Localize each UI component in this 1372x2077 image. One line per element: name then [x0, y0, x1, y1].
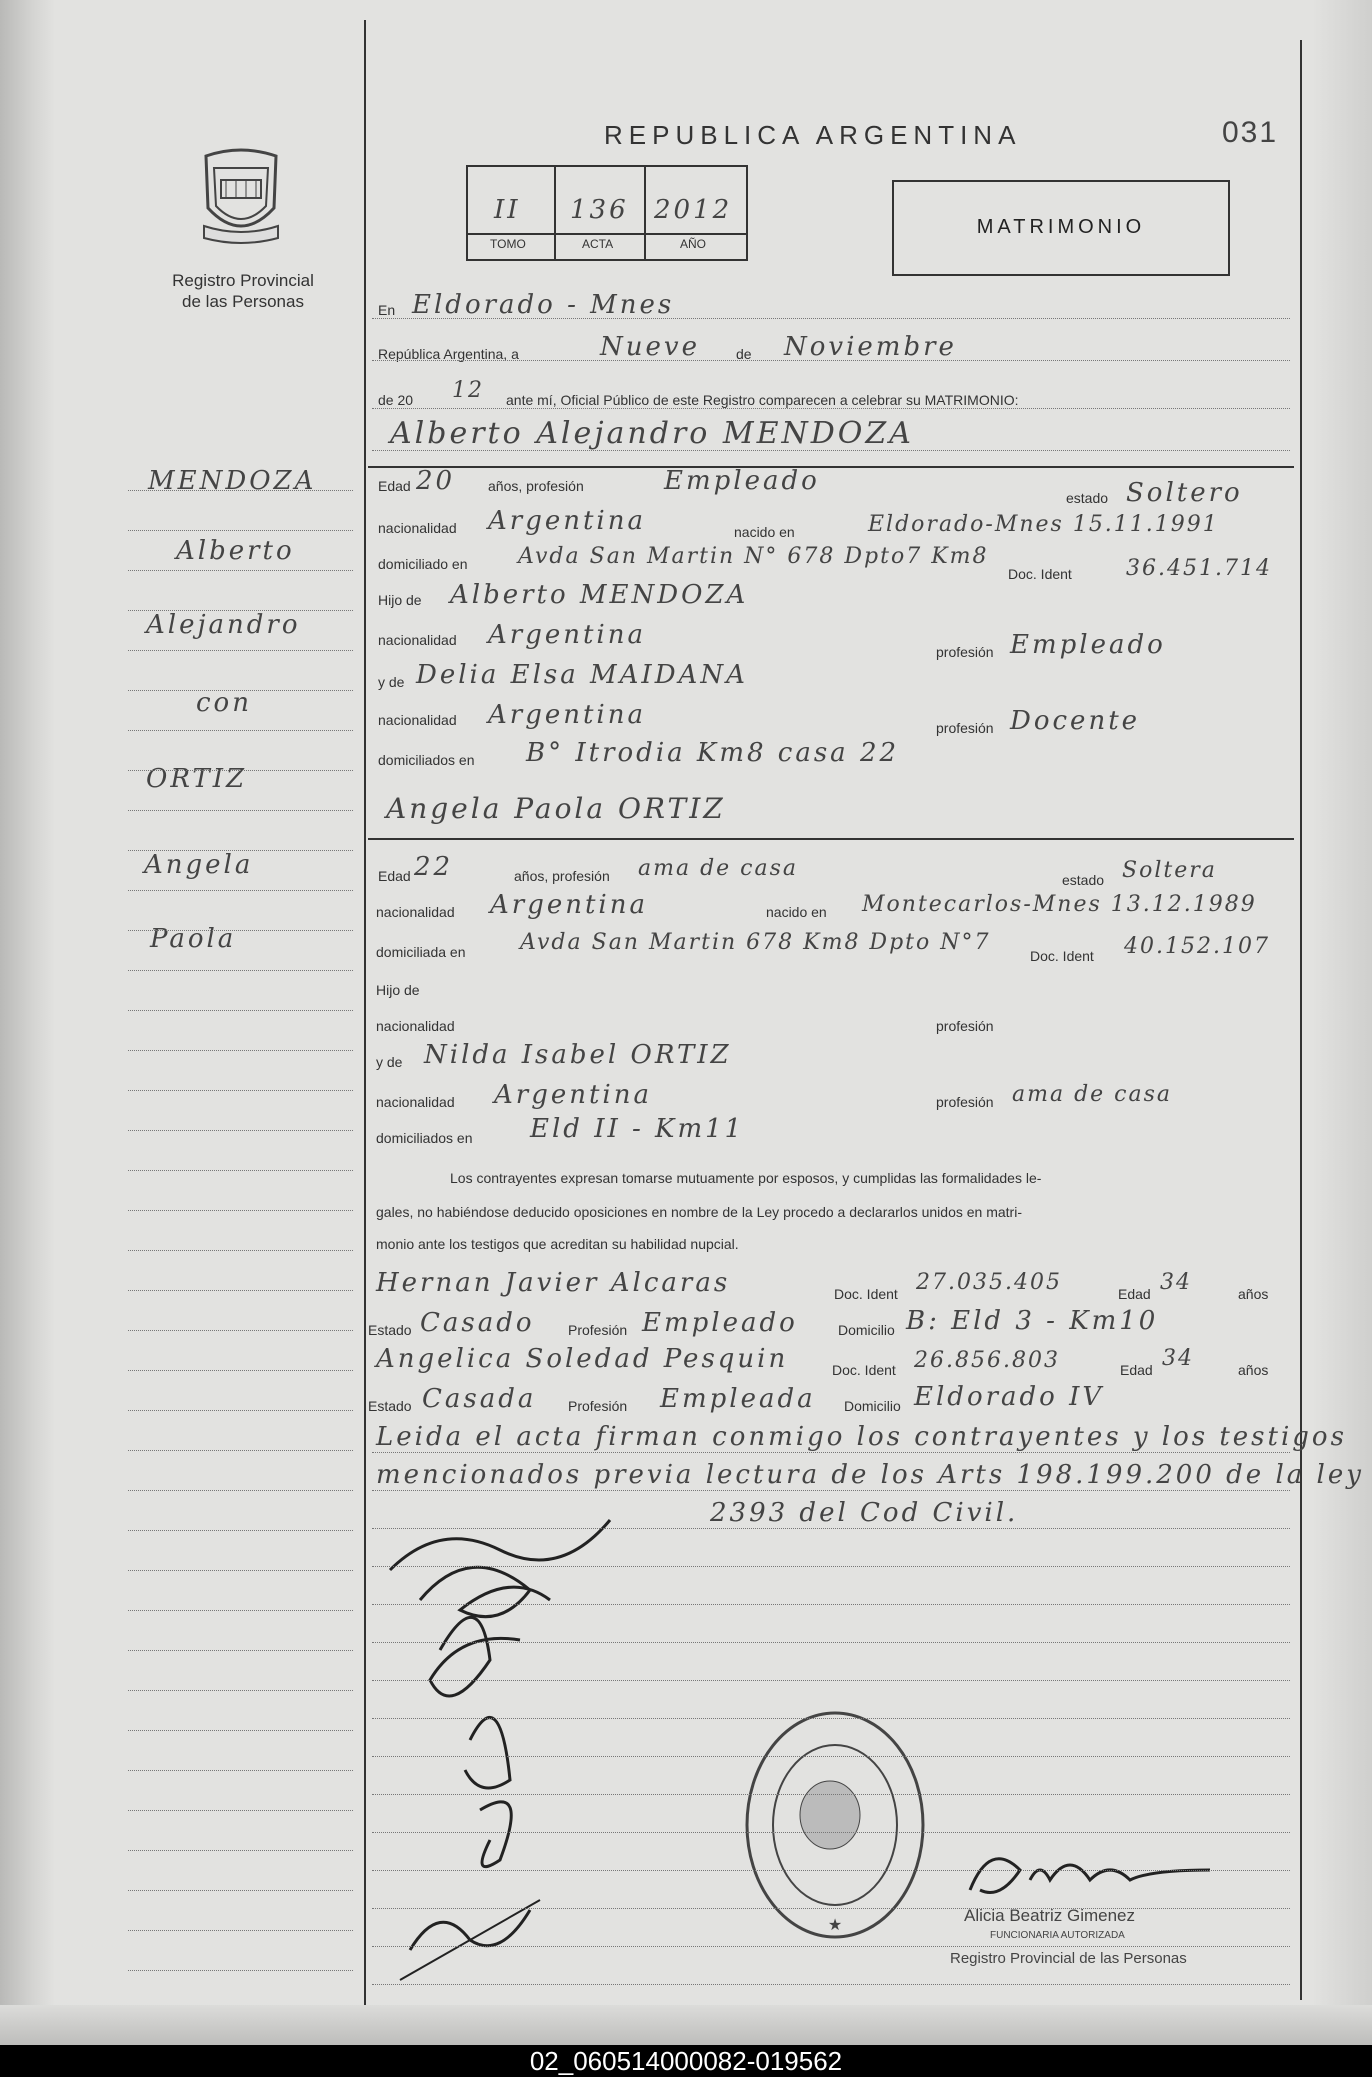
c1-nacido: Eldorado-Mnes 15.11.1991 — [868, 512, 1219, 537]
side-con: con — [196, 688, 252, 718]
ruled-line — [128, 730, 353, 731]
c2-edad: 22 — [414, 852, 454, 882]
side-nombre-2: Alejandro — [146, 610, 301, 640]
c2-domicilio-label: domiciliada en — [376, 944, 466, 960]
left-margin-line — [364, 20, 366, 2005]
c2-estado-label: estado — [1062, 872, 1105, 888]
t2-doc-label: Doc. Ident — [832, 1362, 896, 1378]
ruled-line — [372, 408, 1290, 409]
ruled-line — [128, 690, 353, 691]
ruled-line — [372, 1566, 1290, 1567]
cierre-line1: Leida el acta firman conmigo los contrayentes y los testigos — [376, 1422, 1347, 1452]
c2-madre-prof-label: profesión — [936, 1094, 994, 1110]
ruled-line — [128, 850, 353, 851]
declaracion-line1: Los contrayentes expresan tomarse mutuamente por esposos, y cumplidas las formalidades le- — [450, 1170, 1042, 1186]
anio-value: 2012 — [654, 195, 733, 225]
c2-nacido-label: nacido en — [766, 904, 827, 920]
t1-doc: 27.035.405 — [916, 1270, 1062, 1295]
section-divider-2 — [368, 838, 1294, 840]
ruled-line — [128, 1970, 353, 1971]
ruled-line — [128, 1810, 353, 1811]
t2-anios-label: años — [1238, 1362, 1269, 1378]
t1-domicilio-label: Domicilio — [838, 1322, 895, 1338]
ruled-line — [372, 1680, 1290, 1681]
c1-madre-prof: Docente — [1010, 706, 1141, 736]
ruled-line — [128, 1170, 353, 1171]
c1-madre-nac: Argentina — [488, 700, 646, 730]
contrayente1-nombre: Alberto Alejandro MENDOZA — [390, 416, 914, 451]
contrayente2-nombre: Angela Paola ORTIZ — [386, 792, 726, 825]
ruled-line — [128, 1650, 353, 1651]
provincia-misiones-emblem — [196, 148, 286, 248]
t2-doc: 26.856.803 — [914, 1348, 1060, 1373]
t1-profesion: Empleado — [642, 1308, 798, 1338]
oficial-registro: Registro Provincial de las Personas — [950, 1950, 1187, 1967]
ruled-line — [128, 1290, 353, 1291]
binding-shadow — [0, 0, 55, 2045]
ruled-line — [128, 1850, 353, 1851]
tomo-label: TOMO — [490, 237, 526, 251]
c1-doc: 36.451.714 — [1126, 556, 1272, 581]
t1-estado-label: Estado — [368, 1322, 412, 1338]
c2-madre-nac-label: nacionalidad — [376, 1094, 455, 1110]
c1-edad-label: Edad — [378, 478, 411, 494]
c2-profesion: ama de casa — [638, 856, 799, 881]
tomo-value: II — [494, 195, 521, 225]
ruled-line — [128, 1010, 353, 1011]
ruled-line — [128, 1370, 353, 1371]
c1-nacionalidad-label: nacionalidad — [378, 520, 457, 536]
t2-profesion-label: Profesión — [568, 1398, 628, 1414]
t1-profesion-label: Profesión — [568, 1322, 628, 1338]
ruled-line — [128, 1490, 353, 1491]
ruled-line — [128, 1930, 353, 1931]
declaracion-line2: gales, no habiéndose deducido oposiciones en nombre de la Ley procedo a declararlos unidos en matri- — [376, 1204, 1022, 1220]
de-label: de — [736, 346, 752, 362]
c1-nacionalidad: Argentina — [488, 506, 646, 536]
c1-profesion: Empleado — [664, 466, 820, 496]
ruled-line — [128, 930, 353, 931]
t2-domicilio-label: Domicilio — [844, 1398, 901, 1414]
lugar-value: Eldorado - Mnes — [412, 290, 675, 320]
page-edge — [1312, 0, 1372, 2045]
image-id-label: 02_060514000082-019562 — [529, 2046, 843, 2076]
ruled-line — [128, 1730, 353, 1731]
ruled-line — [372, 1490, 1290, 1491]
ruled-line — [372, 360, 1290, 361]
country-title: REPUBLICA ARGENTINA — [604, 120, 1022, 150]
document-type: MATRIMONIO — [976, 216, 1146, 238]
republica-label: República Argentina, a — [378, 346, 519, 362]
ruled-line — [372, 1794, 1290, 1795]
c1-estado: Soltero — [1126, 478, 1243, 508]
c1-padre-nac-label: nacionalidad — [378, 632, 457, 648]
signatures-contrayentes-testigos — [380, 1480, 640, 2000]
dia-value: Nueve — [600, 332, 700, 362]
svg-text:★: ★ — [827, 1917, 843, 1934]
c2-hijo-label: Hijo de — [376, 982, 420, 998]
c1-nacido-label: nacido en — [734, 524, 795, 540]
acta-value: 136 — [570, 195, 629, 225]
c2-padre-prof-label: profesión — [936, 1018, 994, 1034]
c2-domiciliados-label: domiciliados en — [376, 1130, 473, 1146]
ruled-line — [128, 1690, 353, 1691]
ruled-line — [128, 1050, 353, 1051]
c2-madre-prof: ama de casa — [1012, 1082, 1173, 1107]
t2-nombre: Angelica Soledad Pesquin — [376, 1344, 789, 1374]
comparecen-text: ante mí, Oficial Público de este Registro comparecen a celebrar su MATRIMONIO: — [506, 392, 1019, 408]
ruled-line — [372, 318, 1290, 319]
c2-padre-nac-label: nacionalidad — [376, 1018, 455, 1034]
c2-madre-nac: Argentina — [494, 1080, 652, 1110]
c1-padre-prof-label: profesión — [936, 644, 994, 660]
anio-label: AÑO — [680, 237, 707, 251]
t1-edad-label: Edad — [1118, 1286, 1151, 1302]
side-apellido-2: ORTIZ — [146, 764, 248, 794]
side-apellido-1: MENDOZA — [148, 466, 317, 496]
ruled-line — [128, 1410, 353, 1411]
c1-madre-nac-label: nacionalidad — [378, 712, 457, 728]
c2-domicilio: Avda San Martin 678 Km8 Dpto N°7 — [520, 930, 991, 955]
ruled-line — [372, 1718, 1290, 1719]
ruled-line — [128, 890, 353, 891]
oficial-cargo: FUNCIONARIA AUTORIZADA — [990, 1930, 1125, 1941]
ruled-line — [128, 970, 353, 971]
official-signature — [960, 1840, 1220, 1910]
anio-suffix: 12 — [452, 378, 484, 403]
en-label: En — [378, 302, 396, 318]
ruled-line — [372, 1908, 1290, 1909]
t2-edad: 34 — [1162, 1346, 1194, 1371]
registry-ids-box — [466, 165, 748, 261]
c1-madre-prof-label: profesión — [936, 720, 994, 736]
t1-estado: Casado — [420, 1308, 535, 1338]
c1-profesion-label: años, profesión — [488, 478, 584, 494]
t1-nombre: Hernan Javier Alcaras — [376, 1268, 731, 1298]
ruled-line — [128, 1330, 353, 1331]
t1-edad: 34 — [1160, 1270, 1192, 1295]
c1-edad: 20 — [416, 466, 456, 496]
t1-doc-label: Doc. Ident — [834, 1286, 898, 1302]
ruled-line — [128, 490, 353, 491]
c1-domiciliados: B° Itrodia Km8 casa 22 — [526, 738, 900, 768]
cierre-line2: mencionados previa lectura de los Arts 198.199.200 de la ley — [376, 1460, 1364, 1490]
side-nombre-1: Alberto — [176, 536, 295, 566]
t1-domicilio: B: Eld 3 - Km10 — [906, 1306, 1159, 1336]
c1-yde-label: y de — [378, 674, 405, 690]
c1-madre: Delia Elsa MAIDANA — [416, 660, 748, 690]
acta-label: ACTA — [582, 237, 614, 251]
side-nombre-3: Angela — [144, 850, 254, 880]
c1-hijo-label: Hijo de — [378, 592, 422, 608]
ruled-line — [128, 1210, 353, 1211]
c2-doc: 40.152.107 — [1124, 934, 1270, 959]
ruled-line — [372, 1642, 1290, 1643]
c1-domiciliados-label: domiciliados en — [378, 752, 475, 768]
c1-padre-prof: Empleado — [1010, 630, 1166, 660]
cierre-line3: 2393 del Cod Civil. — [710, 1498, 1019, 1528]
ruled-line — [128, 770, 353, 771]
ruled-line — [128, 1570, 353, 1571]
ruled-line — [372, 450, 1290, 451]
section-divider-1 — [368, 466, 1294, 468]
t2-estado: Casada — [422, 1384, 537, 1414]
t2-estado-label: Estado — [368, 1398, 412, 1414]
ruled-line — [128, 530, 353, 531]
c1-domicilio: Avda San Martin N° 678 Dpto7 Km8 — [518, 544, 989, 569]
c2-yde-label: y de — [376, 1054, 403, 1070]
ruled-line — [372, 1452, 1290, 1453]
t2-profesion: Empleada — [660, 1384, 816, 1414]
c1-estado-label: estado — [1066, 490, 1109, 506]
t1-anios-label: años — [1238, 1286, 1269, 1302]
ruled-line — [128, 810, 353, 811]
ruled-line — [128, 1610, 353, 1611]
ruled-line — [128, 1770, 353, 1771]
ruled-line — [372, 1528, 1290, 1529]
c2-nacionalidad-label: nacionalidad — [376, 904, 455, 920]
c1-doc-label: Doc. Ident — [1008, 566, 1072, 582]
anio-prefix: de 20 — [378, 392, 414, 408]
c2-doc-label: Doc. Ident — [1030, 948, 1094, 964]
page-bottom-edge — [0, 2005, 1372, 2045]
ruled-line — [128, 1530, 353, 1531]
official-stamp — [740, 1705, 930, 1945]
ruled-line — [128, 650, 353, 651]
c2-madre: Nilda Isabel ORTIZ — [424, 1040, 732, 1070]
ruled-line — [372, 1604, 1290, 1605]
ruled-line — [128, 1450, 353, 1451]
side-nombre-4: Paola — [150, 924, 237, 954]
c2-estado: Soltera — [1122, 858, 1217, 883]
ruled-line — [128, 1090, 353, 1091]
t2-edad-label: Edad — [1120, 1362, 1153, 1378]
ruled-line — [372, 1946, 1290, 1947]
ruled-line — [128, 1250, 353, 1251]
ruled-line — [128, 1130, 353, 1131]
ruled-line — [128, 1890, 353, 1891]
folio-number: 031 — [1222, 116, 1279, 149]
declaracion-line3: monio ante los testigos que acreditan su habilidad nupcial. — [376, 1236, 739, 1252]
ruled-line — [128, 610, 353, 611]
c1-padre: Alberto MENDOZA — [450, 580, 749, 610]
registry-label: Registro Provincial de las Personas — [172, 271, 314, 311]
ruled-line — [372, 1832, 1290, 1833]
ruled-line — [372, 1870, 1290, 1871]
right-margin-line — [1300, 40, 1302, 2000]
c2-nacido: Montecarlos-Mnes 13.12.1989 — [862, 892, 1257, 917]
c2-edad-label: Edad — [378, 868, 411, 884]
ruled-line — [372, 1756, 1290, 1757]
c2-domiciliados: Eld II - Km11 — [530, 1114, 745, 1144]
mes-value: Noviembre — [784, 332, 957, 362]
c2-nacionalidad: Argentina — [490, 890, 648, 920]
c2-profesion-label: años, profesión — [514, 868, 610, 884]
c1-domicilio-label: domiciliado en — [378, 556, 468, 572]
t2-domicilio: Eldorado IV — [914, 1382, 1105, 1412]
c1-padre-nac: Argentina — [488, 620, 646, 650]
matrimonio-box — [892, 180, 1230, 276]
oficial-nombre: Alicia Beatriz Gimenez — [964, 1906, 1136, 1925]
ruled-line — [372, 1984, 1290, 1985]
ruled-line — [128, 570, 353, 571]
